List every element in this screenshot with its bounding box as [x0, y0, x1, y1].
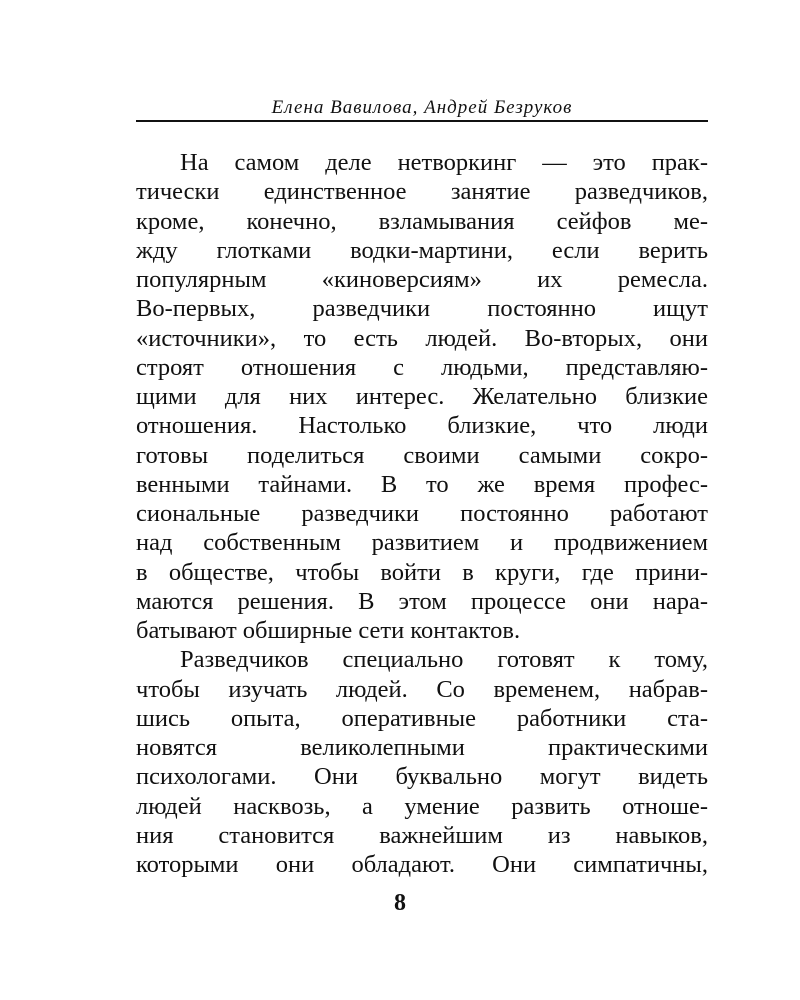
- text-line: готовы поделиться своими самыми сокро-: [136, 441, 708, 469]
- text-line: которыми они обладают. Они симпатичны,: [136, 851, 708, 878]
- text-line: психологами. Они буквально могут видеть: [136, 763, 708, 791]
- text-line: новятся великолепными практическими: [136, 734, 708, 761]
- text-line: «источники», то есть людей. Во-вторых, они: [136, 324, 708, 352]
- text-line: тически единственное занятие разведчиков,: [136, 178, 708, 206]
- running-head: Елена Вавилова, Андрей Безруков: [271, 97, 573, 118]
- header-rule: [136, 120, 708, 122]
- text-line: ния становится важнейшим из навыков,: [136, 821, 708, 849]
- text-line: чтобы изучать людей. Со временем, набрав-: [136, 675, 708, 703]
- text-line: Во-первых, разведчики постоянно ищут: [136, 295, 708, 323]
- paragraph-2: [136, 645, 708, 879]
- text-line: строят отношения с людьми, представляю-: [136, 353, 708, 381]
- text-line: Разведчиков специально готовят к тому,: [180, 646, 708, 674]
- text-line: На самом деле нетворкинг — это прак-: [180, 149, 708, 176]
- body-text: [136, 148, 708, 879]
- paragraph-1: [136, 148, 708, 645]
- text-line: сиональные разведчики постоянно работают: [136, 500, 708, 527]
- text-line: в обществе, чтобы войти в круги, где прини-: [136, 558, 708, 586]
- text-line: популярным «киноверсиям» их ремесла.: [136, 266, 708, 293]
- text-line: отношения. Настолько близкие, что люди: [136, 412, 708, 440]
- text-line: шись опыта, оперативные работники ста-: [136, 704, 708, 732]
- text-line: людей насквозь, а умение развить отноше-: [136, 792, 708, 820]
- text-line: венными тайнами. В то же время профес-: [136, 470, 708, 498]
- text-line: жду глотками водки-мартини, если верить: [136, 236, 708, 264]
- text-line: щими для них интерес. Желательно близкие: [136, 383, 708, 410]
- page-number: 8: [394, 890, 406, 916]
- text-line: над собственным развитием и продвижением: [136, 529, 708, 557]
- text-line: маются решения. В этом процессе они нара-: [136, 587, 708, 615]
- text-line: кроме, конечно, взламывания сейфов ме-: [136, 207, 708, 235]
- text-line: батывают обширные сети контактов.: [136, 617, 521, 644]
